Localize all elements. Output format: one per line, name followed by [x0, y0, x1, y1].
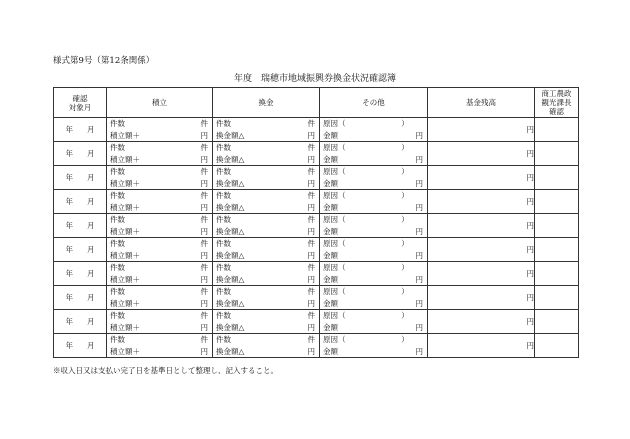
count-unit: 件	[200, 311, 208, 321]
year-label: 年	[65, 149, 73, 158]
count-unit: 件	[200, 335, 208, 345]
year-label: 年	[65, 173, 73, 182]
yen-unit: 円	[200, 250, 208, 260]
period-cell[interactable]	[54, 190, 107, 214]
reason-close: ）	[401, 263, 409, 273]
accumulation-cell[interactable]	[107, 286, 213, 310]
confirmation-cell[interactable]	[535, 142, 579, 166]
month-label: 月	[87, 245, 95, 254]
period-cell[interactable]	[54, 142, 107, 166]
header-exchange: 換金	[213, 88, 320, 118]
yen-unit: 円	[200, 202, 208, 212]
count-label: 件数	[216, 191, 231, 201]
confirmation-cell[interactable]	[535, 334, 579, 358]
count-unit: 件	[200, 287, 208, 297]
amount-label: 金額	[323, 346, 338, 356]
yen-unit: 円	[307, 130, 315, 140]
count-label: 件数	[216, 239, 231, 249]
accum-amount-label: 積立額＋	[110, 274, 140, 284]
count-label: 件数	[110, 143, 125, 153]
yen-unit: 円	[415, 226, 423, 236]
yen-unit: 円	[307, 322, 315, 332]
year-label: 年	[65, 341, 73, 350]
yen-unit: 円	[415, 130, 423, 140]
other-cell[interactable]	[320, 118, 428, 142]
yen-unit: 円	[200, 130, 208, 140]
count-label: 件数	[110, 215, 125, 225]
reason-close: ）	[401, 215, 409, 225]
header-confirmation: 商工農政 観光課長 確認	[535, 88, 579, 118]
period-cell[interactable]	[54, 334, 107, 358]
reason-label: 原因（	[323, 335, 346, 345]
exchange-cell[interactable]	[213, 118, 320, 142]
accumulation-cell[interactable]	[107, 262, 213, 286]
month-label: 月	[87, 269, 95, 278]
count-label: 件数	[110, 263, 125, 273]
exchange-cell[interactable]	[213, 310, 320, 334]
count-label: 件数	[110, 311, 125, 321]
ledger-table	[53, 87, 579, 358]
year-label: 年	[65, 269, 73, 278]
amount-label: 金額	[323, 322, 338, 332]
accumulation-cell[interactable]	[107, 238, 213, 262]
accum-amount-label: 積立額＋	[110, 298, 140, 308]
exchange-cell[interactable]	[213, 166, 320, 190]
accumulation-cell[interactable]	[107, 190, 213, 214]
accum-amount-label: 積立額＋	[110, 202, 140, 212]
count-label: 件数	[216, 263, 231, 273]
yen-unit: 円	[200, 274, 208, 284]
exchange-cell[interactable]	[213, 214, 320, 238]
count-label: 件数	[216, 335, 231, 345]
count-label: 件数	[216, 119, 231, 129]
count-label: 件数	[110, 239, 125, 249]
other-cell[interactable]	[320, 238, 428, 262]
exchange-amount-label: 換金額△	[216, 178, 245, 188]
yen-unit: 円	[526, 149, 534, 158]
accum-amount-label: 積立額＋	[110, 178, 140, 188]
confirmation-cell[interactable]	[535, 310, 579, 334]
month-label: 月	[87, 293, 95, 302]
month-label: 月	[87, 173, 95, 182]
form-title	[0, 71, 630, 84]
accumulation-cell[interactable]	[107, 334, 213, 358]
exchange-cell[interactable]	[213, 334, 320, 358]
yen-unit: 円	[200, 298, 208, 308]
yen-unit: 円	[526, 269, 534, 278]
month-label: 月	[87, 149, 95, 158]
reason-close: ）	[401, 143, 409, 153]
exchange-amount-label: 換金額△	[216, 202, 245, 212]
amount-label: 金額	[323, 226, 338, 236]
amount-label: 金額	[323, 298, 338, 308]
count-label: 件数	[216, 311, 231, 321]
ledger-row	[54, 334, 579, 358]
accum-amount-label: 積立額＋	[110, 250, 140, 260]
header-other: その他	[320, 88, 428, 118]
yen-unit: 円	[200, 322, 208, 332]
reason-label: 原因（	[323, 119, 346, 129]
yen-unit: 円	[307, 250, 315, 260]
yen-unit: 円	[307, 226, 315, 236]
reason-label: 原因（	[323, 167, 346, 177]
exchange-amount-label: 換金額△	[216, 322, 245, 332]
yen-unit: 円	[307, 154, 315, 164]
yen-unit: 円	[526, 341, 534, 350]
period-cell[interactable]	[54, 118, 107, 142]
exchange-cell[interactable]	[213, 190, 320, 214]
yen-unit: 円	[200, 226, 208, 236]
count-label: 件数	[216, 143, 231, 153]
ledger-row	[54, 214, 579, 238]
count-unit: 件	[200, 143, 208, 153]
period-cell[interactable]	[54, 238, 107, 262]
year-label: 年	[65, 245, 73, 254]
yen-unit: 円	[526, 245, 534, 254]
other-cell[interactable]	[320, 166, 428, 190]
count-unit: 件	[200, 215, 208, 225]
exchange-amount-label: 換金額△	[216, 298, 245, 308]
reason-label: 原因（	[323, 215, 346, 225]
month-label: 月	[87, 221, 95, 230]
accumulation-cell[interactable]	[107, 118, 213, 142]
ledger-row	[54, 142, 579, 166]
yen-unit: 円	[200, 346, 208, 356]
exchange-amount-label: 換金額△	[216, 250, 245, 260]
count-label: 件数	[110, 335, 125, 345]
other-cell[interactable]	[320, 262, 428, 286]
ledger-row	[54, 286, 579, 310]
other-cell[interactable]	[320, 142, 428, 166]
reason-close: ）	[401, 287, 409, 297]
header-period: 確認 対象月	[54, 88, 107, 118]
balance-cell[interactable]	[428, 262, 535, 286]
year-label: 年	[65, 221, 73, 230]
count-unit: 件	[200, 191, 208, 201]
balance-cell[interactable]	[428, 334, 535, 358]
count-label: 件数	[216, 167, 231, 177]
count-unit: 件	[307, 263, 315, 273]
form-number: 様式第9号（第12条関係）	[53, 56, 155, 66]
exchange-amount-label: 換金額△	[216, 154, 245, 164]
count-label: 件数	[216, 215, 231, 225]
title-year-label: 年度	[233, 74, 252, 84]
exchange-cell[interactable]	[213, 238, 320, 262]
reason-close: ）	[401, 239, 409, 249]
year-label: 年	[65, 197, 73, 206]
other-cell[interactable]	[320, 334, 428, 358]
period-cell[interactable]	[54, 214, 107, 238]
count-unit: 件	[307, 215, 315, 225]
count-unit: 件	[307, 287, 315, 297]
count-unit: 件	[307, 167, 315, 177]
ledger-row	[54, 118, 579, 142]
yen-unit: 円	[307, 178, 315, 188]
count-label: 件数	[110, 287, 125, 297]
exchange-cell[interactable]	[213, 142, 320, 166]
amount-label: 金額	[323, 154, 338, 164]
yen-unit: 円	[526, 125, 534, 134]
accum-amount-label: 積立額＋	[110, 226, 140, 236]
month-label: 月	[87, 341, 95, 350]
exchange-cell[interactable]	[213, 286, 320, 310]
confirmation-cell[interactable]	[535, 166, 579, 190]
year-label: 年	[65, 317, 73, 326]
balance-cell[interactable]	[428, 214, 535, 238]
year-label: 年	[65, 293, 73, 302]
reason-label: 原因（	[323, 191, 346, 201]
reason-label: 原因（	[323, 311, 346, 321]
amount-label: 金額	[323, 130, 338, 140]
exchange-cell[interactable]	[213, 262, 320, 286]
balance-cell[interactable]	[428, 190, 535, 214]
reason-close: ）	[401, 119, 409, 129]
yen-unit: 円	[415, 322, 423, 332]
other-cell[interactable]	[320, 310, 428, 334]
ledger-row	[54, 310, 579, 334]
count-unit: 件	[200, 167, 208, 177]
accum-amount-label: 積立額＋	[110, 130, 140, 140]
amount-label: 金額	[323, 274, 338, 284]
month-label: 月	[87, 317, 95, 326]
header-row	[54, 88, 579, 118]
yen-unit: 円	[307, 202, 315, 212]
yen-unit: 円	[415, 250, 423, 260]
confirmation-cell[interactable]	[535, 286, 579, 310]
confirmation-cell[interactable]	[535, 190, 579, 214]
accumulation-cell[interactable]	[107, 166, 213, 190]
yen-unit: 円	[200, 178, 208, 188]
footnote: ※収入日又は支払い完了日を基準日として整理し、記入すること。	[53, 366, 278, 375]
count-label: 件数	[110, 167, 125, 177]
count-unit: 件	[200, 263, 208, 273]
count-unit: 件	[200, 239, 208, 249]
accum-amount-label: 積立額＋	[110, 322, 140, 332]
yen-unit: 円	[307, 298, 315, 308]
confirmation-cell[interactable]	[535, 238, 579, 262]
other-cell[interactable]	[320, 214, 428, 238]
reason-close: ）	[401, 335, 409, 345]
header-balance: 基金残高	[428, 88, 535, 118]
yen-unit: 円	[307, 346, 315, 356]
reason-close: ）	[401, 191, 409, 201]
accumulation-cell[interactable]	[107, 142, 213, 166]
balance-cell[interactable]	[428, 286, 535, 310]
period-cell[interactable]	[54, 310, 107, 334]
reason-label: 原因（	[323, 239, 346, 249]
count-unit: 件	[307, 143, 315, 153]
yen-unit: 円	[526, 197, 534, 206]
ledger-row	[54, 166, 579, 190]
accum-amount-label: 積立額＋	[110, 154, 140, 164]
title-name: 瑞穂市地域振興券換金状況確認簿	[261, 74, 397, 84]
count-unit: 件	[307, 335, 315, 345]
ledger-row	[54, 262, 579, 286]
count-label: 件数	[216, 287, 231, 297]
ledger-row	[54, 190, 579, 214]
yen-unit: 円	[307, 274, 315, 284]
yen-unit: 円	[526, 221, 534, 230]
reason-label: 原因（	[323, 287, 346, 297]
yen-unit: 円	[415, 298, 423, 308]
yen-unit: 円	[415, 346, 423, 356]
reason-close: ）	[401, 167, 409, 177]
yen-unit: 円	[415, 202, 423, 212]
month-label: 月	[87, 125, 95, 134]
period-cell[interactable]	[54, 262, 107, 286]
reason-label: 原因（	[323, 143, 346, 153]
yen-unit: 円	[200, 154, 208, 164]
yen-unit: 円	[415, 178, 423, 188]
balance-cell[interactable]	[428, 310, 535, 334]
yen-unit: 円	[526, 317, 534, 326]
accum-amount-label: 積立額＋	[110, 346, 140, 356]
balance-cell[interactable]	[428, 166, 535, 190]
period-cell[interactable]	[54, 286, 107, 310]
accumulation-cell[interactable]	[107, 214, 213, 238]
exchange-amount-label: 換金額△	[216, 346, 245, 356]
period-cell[interactable]	[54, 166, 107, 190]
confirmation-cell[interactable]	[535, 214, 579, 238]
count-unit: 件	[200, 119, 208, 129]
ledger-row	[54, 238, 579, 262]
month-label: 月	[87, 197, 95, 206]
count-unit: 件	[307, 191, 315, 201]
yen-unit: 円	[526, 173, 534, 182]
header-accumulation: 積立	[107, 88, 213, 118]
count-label: 件数	[110, 191, 125, 201]
exchange-amount-label: 換金額△	[216, 226, 245, 236]
year-label: 年	[65, 125, 73, 134]
yen-unit: 円	[526, 293, 534, 302]
yen-unit: 円	[415, 274, 423, 284]
reason-label: 原因（	[323, 263, 346, 273]
balance-cell[interactable]	[428, 238, 535, 262]
count-label: 件数	[110, 119, 125, 129]
other-cell[interactable]	[320, 286, 428, 310]
count-unit: 件	[307, 119, 315, 129]
accumulation-cell[interactable]	[107, 310, 213, 334]
yen-unit: 円	[415, 154, 423, 164]
confirmation-cell[interactable]	[535, 262, 579, 286]
exchange-amount-label: 換金額△	[216, 130, 245, 140]
balance-cell[interactable]	[428, 142, 535, 166]
count-unit: 件	[307, 239, 315, 249]
amount-label: 金額	[323, 178, 338, 188]
confirmation-cell[interactable]	[535, 118, 579, 142]
exchange-amount-label: 換金額△	[216, 274, 245, 284]
reason-close: ）	[401, 311, 409, 321]
amount-label: 金額	[323, 250, 338, 260]
other-cell[interactable]	[320, 190, 428, 214]
balance-cell[interactable]	[428, 118, 535, 142]
count-unit: 件	[307, 311, 315, 321]
amount-label: 金額	[323, 202, 338, 212]
